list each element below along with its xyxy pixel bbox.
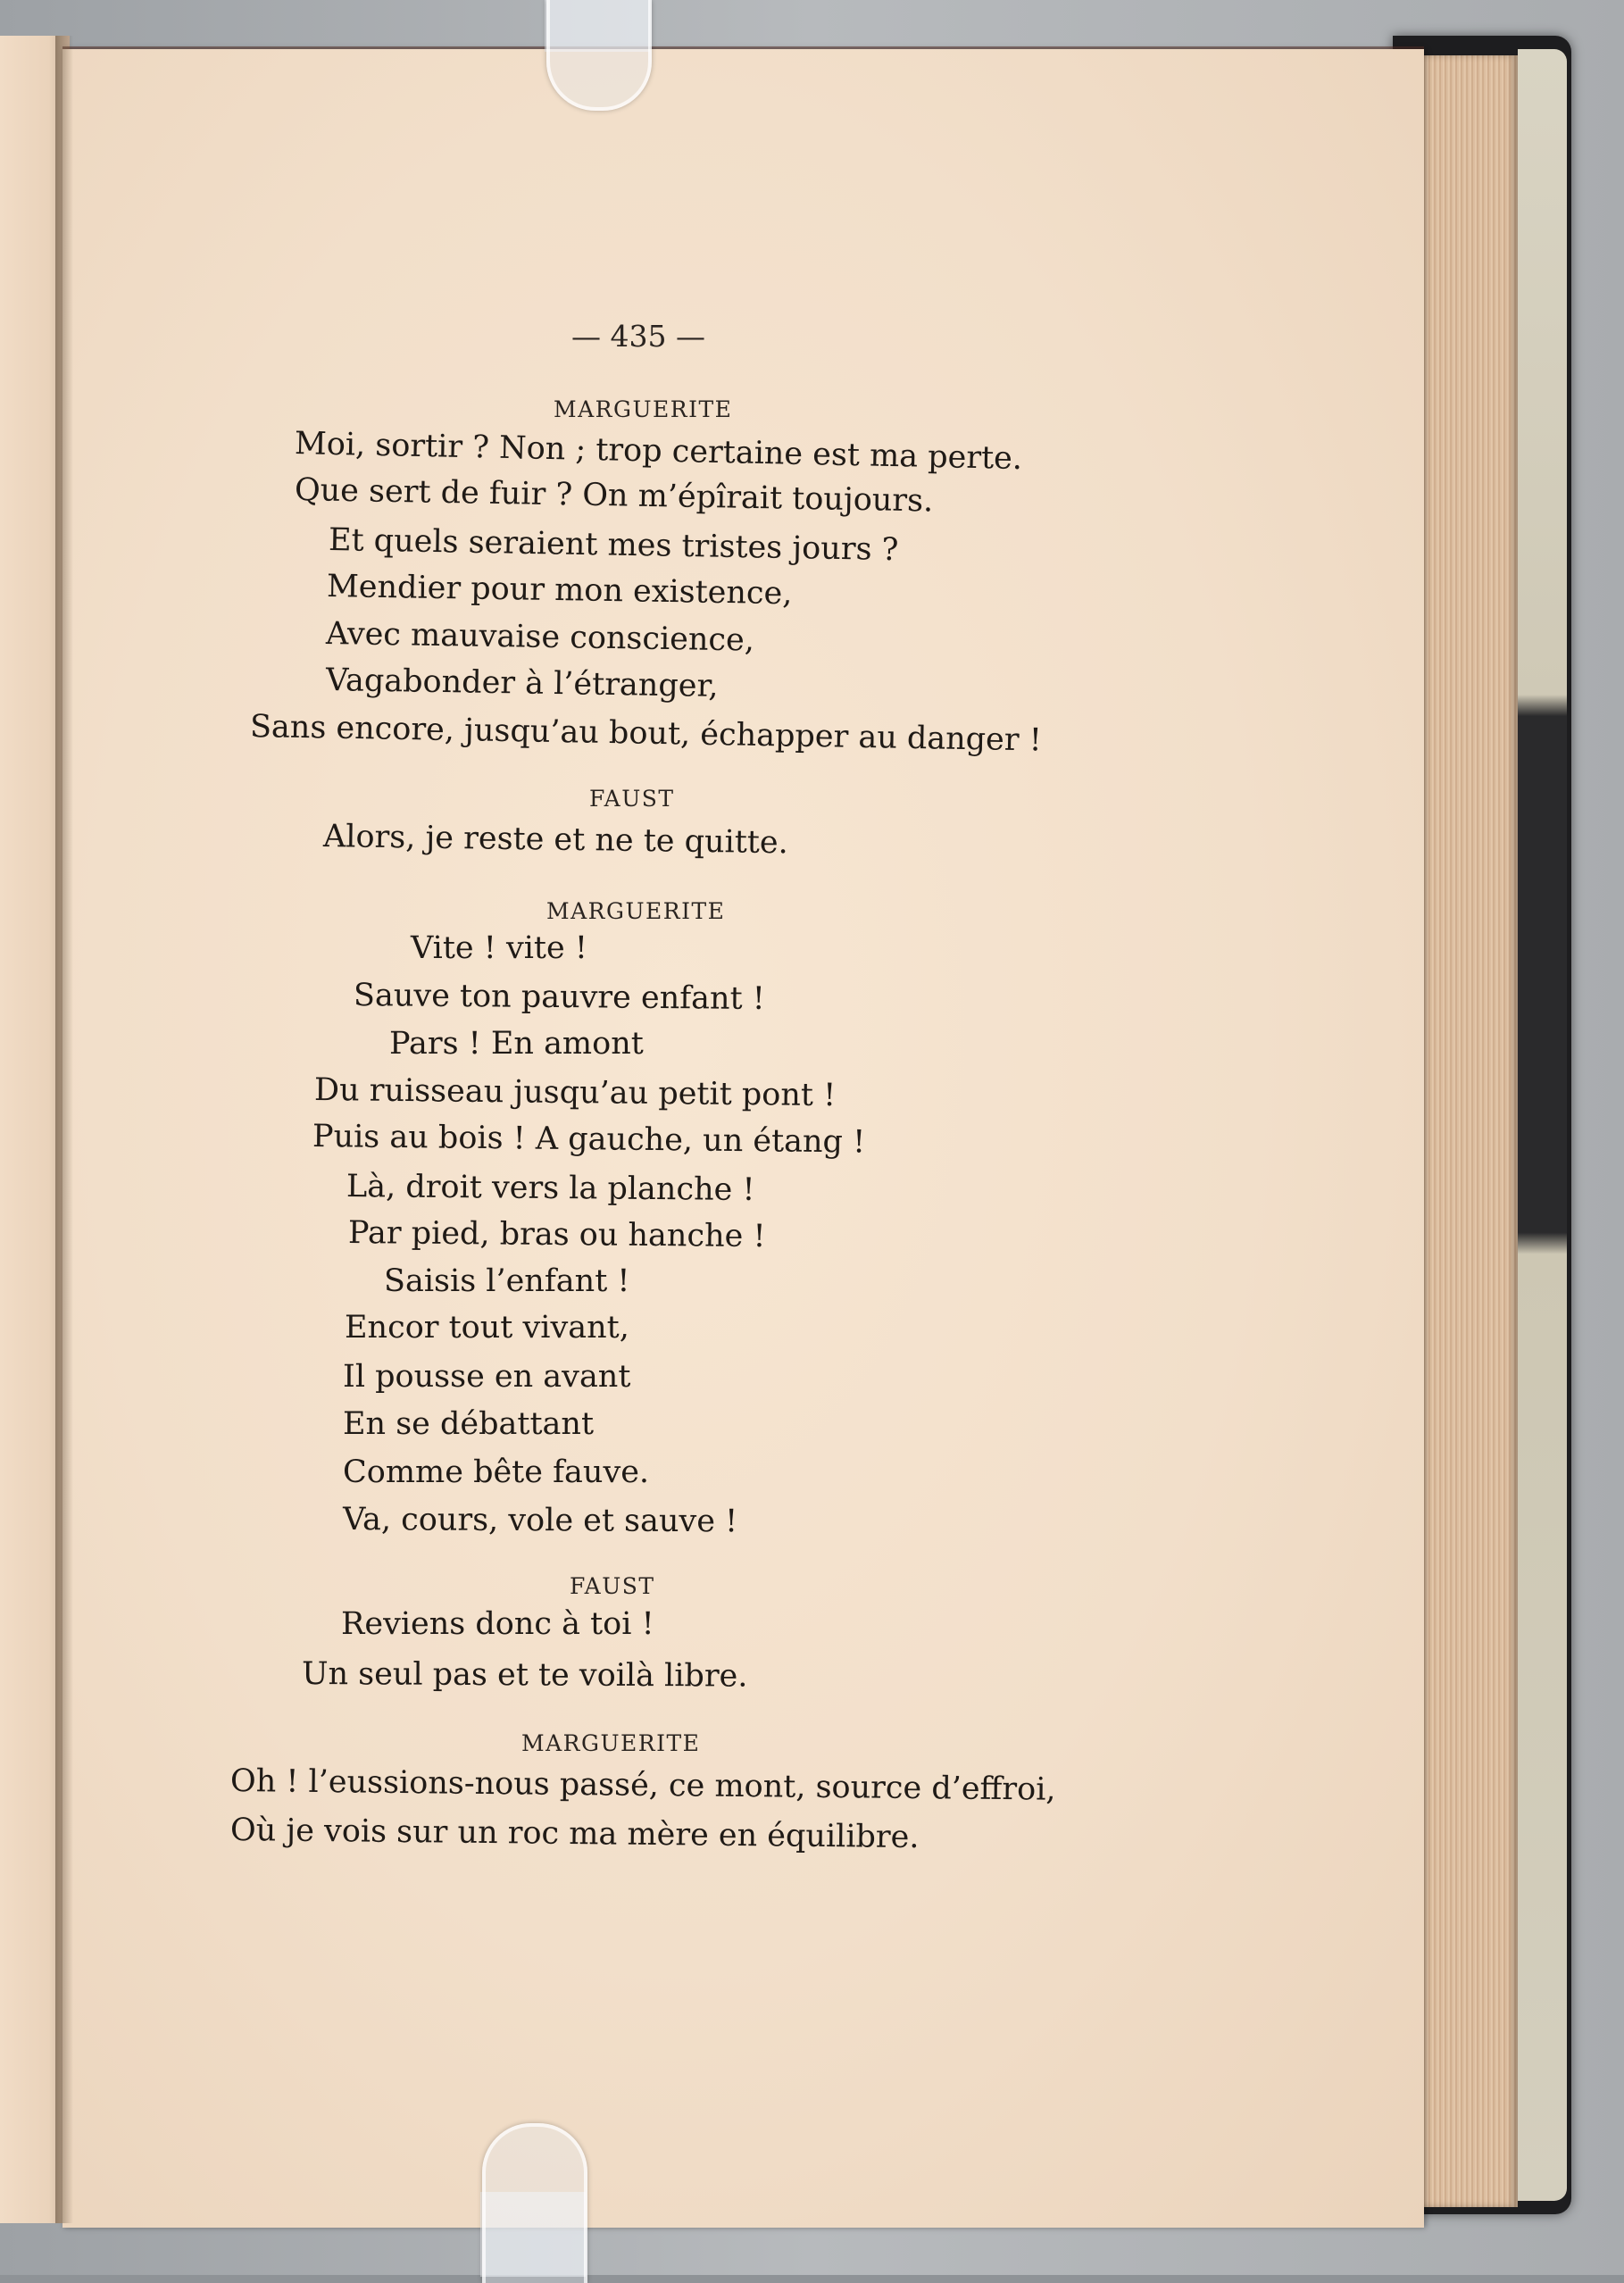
verse-line: Par pied, bras ou hanche !	[347, 1215, 766, 1255]
verse-line: Vagabonder à l’étranger,	[325, 662, 719, 704]
verse-line: Que sert de fuir ? On m’épîrait toujours.	[294, 472, 934, 520]
verse-line: Sauve ton pauvre enfant !	[353, 978, 765, 1018]
verse-line: Oh ! l’eussions-nous passé, ce mont, source d’effroi,	[229, 1763, 1056, 1808]
speaker-name: FAUST	[589, 786, 675, 812]
verse-line: Saisis l’enfant !	[384, 1263, 630, 1299]
bottom-page-clip	[482, 2123, 587, 2283]
speaker-name: MARGUERITE	[554, 396, 733, 422]
verse-line: Mendier pour mon existence,	[326, 569, 793, 612]
verse-line: Et quels seraient mes tristes jours ?	[328, 522, 899, 569]
verse-line: Va, cours, vole et sauve !	[342, 1502, 738, 1540]
verse-line: En se débattant	[343, 1406, 595, 1442]
verse-line: Encor tout vivant,	[345, 1310, 629, 1346]
verse-line: Pars ! En amont	[389, 1026, 644, 1062]
verse-line: Là, droit vers la planche !	[346, 1169, 755, 1208]
verse-line: Puis au bois ! A gauche, un étang !	[312, 1119, 866, 1161]
verse-line: Comme bête fauve.	[343, 1454, 650, 1490]
verse-line: Moi, sortir ? Non ; trop certaine est ma perte.	[294, 426, 1023, 478]
speaker-name: FAUST	[570, 1573, 655, 1599]
page-edges	[1415, 55, 1518, 2207]
verse-line: Reviens donc à toi !	[341, 1606, 654, 1642]
top-page-clip	[546, 0, 652, 111]
verse-line: Avec mauvaise conscience,	[325, 616, 755, 659]
page-number: — 435 —	[571, 319, 705, 354]
speaker-name: MARGUERITE	[546, 898, 726, 924]
verse-line: Du ruisseau jusqu’au petit pont !	[313, 1072, 837, 1114]
verse-line: Alors, je reste et ne te quitte.	[322, 819, 789, 862]
cover-edge	[1518, 49, 1567, 2201]
verse-line: Sans encore, jusqu’au bout, échapper au danger !	[249, 709, 1043, 759]
gutter-shadow	[55, 36, 73, 2223]
verse-line: Vite ! vite !	[411, 930, 587, 966]
verse-line: Il pousse en avant	[343, 1359, 631, 1395]
verse-line: Un seul pas et te voilà libre.	[301, 1656, 748, 1695]
verse-line: Où je vois sur un roc ma mère en équilibre.	[229, 1812, 920, 1856]
speaker-name: MARGUERITE	[521, 1730, 701, 1756]
